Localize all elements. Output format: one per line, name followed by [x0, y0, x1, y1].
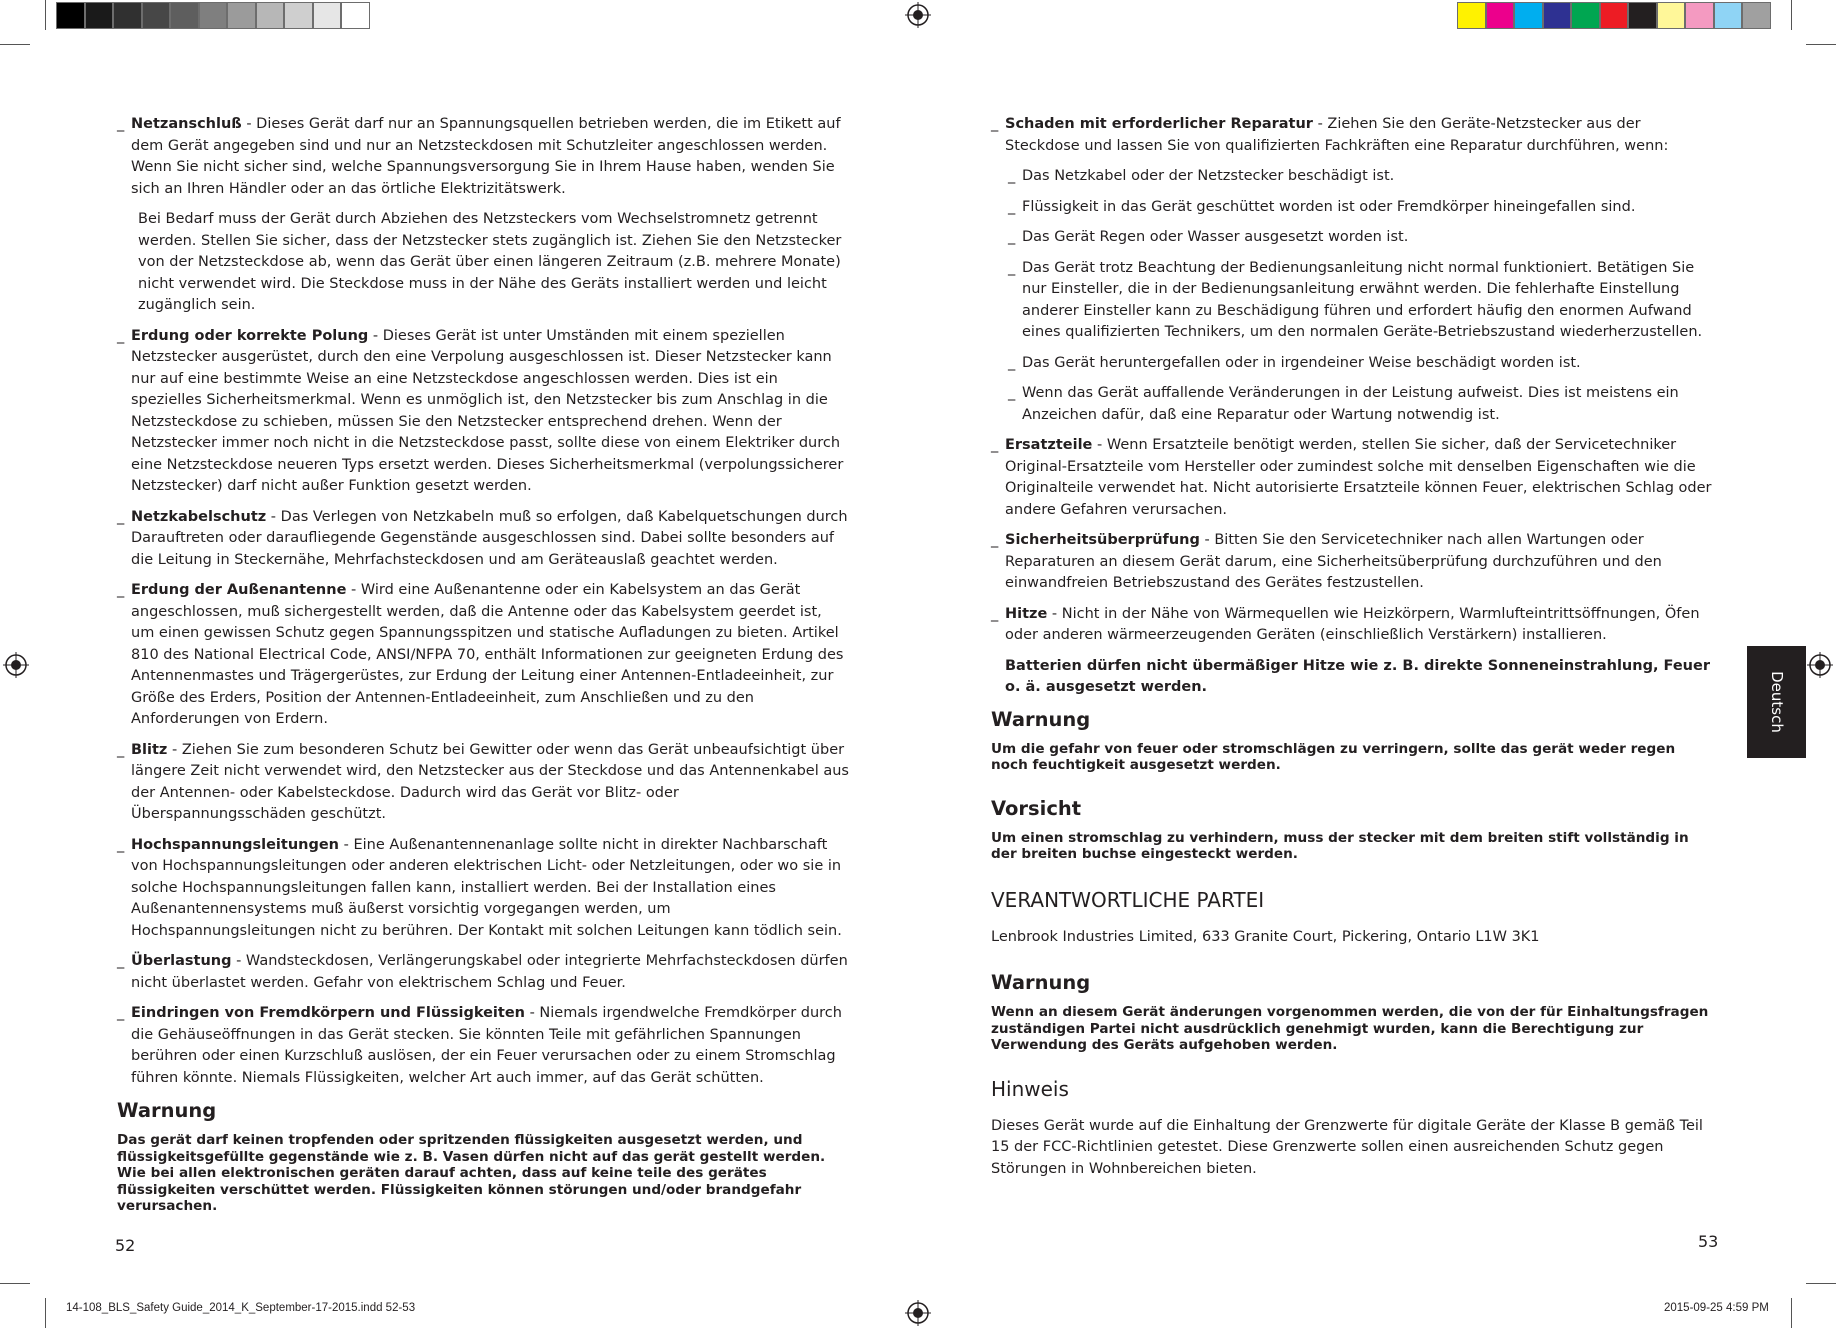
repair-subitem-text: Das Gerät trotz Beachtung der Bedienungsanleitung nicht normal funktioniert. Betätigen Sie nur Einsteller, die in der Bedienungsanleitung erwähnt werden. Die fehlerhafte Einstellung anderer Einsteller kann zu Beschädigung führen und erfordert häufig den enormen Aufwand eines qualifizierten Technikers, um den normalen Geräte-Betriebszustand wiederherzustellen.	[1022, 259, 1703, 340]
bullet-item-lead: Sicherheitsüberprüfung	[1005, 532, 1200, 548]
bullet-item: _ Erdung oder korrekte Polung - Dieses Gerät ist unter Umständen mit einem speziellen Netzstecker ausgerüstet, durch den eine Verpolung ausgeschlossen ist. Dieser Netzstecker kann nur auf eine bestimmte Weise an eine Netzsteckdose angeschlossen werden. Dies ist ein spezielles Sicherheitsmerkmal. Wenn es unmöglich ist, den Netzstecker bis zum Anschlag in die Netzsteckdose zu schieben, müssen Sie den Netzstecker entsprechend drehen. Wenn der Netzstecker immer noch nicht in die Netzsteckdose passt, sollte diese von einem Elektriker durch eine Netzsteckdose neueren Typs ersetzt werden. Dieses Sicherheitsmerkmal (verpolungssicherer Netzstecker) darf nicht außer Funktion gesetzt werden.	[117, 327, 844, 494]
bullet-item: _ Netzanschluß - Dieses Gerät darf nur an Spannungsquellen betrieben werden, die im Etikett auf dem Gerät angegeben sind und nur an Netzsteckdosen mit Schutzleiter angeschlossen werden. Wenn Sie nicht sicher sind, welche Spannungsversorgung Sie in Ihrem Hause haben, wenden Sie sich an Ihren Händler oder an das örtliche Elektrizitätswerk.	[117, 116, 841, 197]
warning-text: Um die gefahr von feuer oder stromschlägen zu verringern, sollte das gerät weder regen noch feuchtigkeit ausgesetzt werden.	[991, 740, 1676, 773]
bullet-item-lead: Hochspannungsleitungen	[131, 836, 339, 853]
warning-text: Wenn an diesem Gerät änderungen vorgenommen werden, die von der für Einhaltungsfragen zuständigen Partei nicht ausdrücklich genehmigt wurden, kann die Berechtigung zur Verwendung des Geräts aufgehoben werden.	[991, 1004, 1709, 1053]
repair-subitem-text: Wenn das Gerät auffallende Veränderungen in der Leistung aufweist. Dies ist meistens ein Anzeichen dafür, daß eine Reparatur oder Wartung notwendig ist.	[1022, 385, 1679, 423]
slug-filename: 14-108_BLS_Safety Guide_2014_K_September-17-2015.indd 52-53	[66, 1302, 416, 1314]
repair-lead: Schaden mit erforderlicher Reparatur	[1005, 116, 1313, 132]
bullet-item-lead: Erdung der Außenantenne	[131, 582, 347, 598]
crop-mark	[1791, 0, 1792, 30]
color-swatch	[1657, 2, 1686, 29]
right-item-list	[991, 435, 1716, 647]
bullet-item: _ Blitz - Ziehen Sie zum besonderen Schutz bei Gewitter oder wenn das Gerät unbeaufsichtigt über längere Zeit nicht verwendet wird, den Netzstecker aus der Steckdose und das Antennenkabel aus der Antennen- oder Kabelsteckdose. Dadurch wird das Gerät vor Blitz- oder Überspannungsschäden geschützt.	[117, 741, 849, 822]
bullet-item-lead: Netzkabelschutz	[131, 508, 267, 525]
bullet-item-text: - Dieses Gerät ist unter Umständen mit einem speziellen Netzstecker ausgerüstet, durch den eine Verpolung ausgeschlossen ist. Dieser Netzstecker kann nur auf eine bestimmte Weise an eine Netzsteckdose angeschlossen werden. Dies ist ein spezielles Sicherheitsmerkmal. Wenn es unmöglich ist, den Netzstecker bis zum Anschlag in die Netzsteckdose zu schieben, müssen Sie den Netzstecker entsprechend drehen. Wenn der Netzstecker immer noch nicht in die Netzsteckdose passt, sollte diese von einem Elektriker durch eine Netzsteckdose neueren Typs ersetzt werden. Dieses Sicherheitsmerkmal (verpolungssicherer Netzstecker) darf nicht außer Funktion gesetzt werden.	[131, 327, 844, 494]
bullet-item-lead: Netzanschluß	[131, 116, 242, 132]
bullet-item: _ Netzkabelschutz - Das Verlegen von Netzkabeln muß so erfolgen, daß Kabelquetschungen durch Darauftreten oder daraufliegende Gegenstände ausgeschlossen sind. Dabei sollte besonders auf die Leitung in Steckernähe, Mehrfachsteckdosen und am Geräteauslaß geachtet werden.	[117, 508, 848, 568]
bullet-item: _ Sicherheitsüberprüfung - Bitten Sie den Servicetechniker nach allen Wartungen oder Reparaturen an diesem Gerät darum, eine Sicherheitsüberprüfung durchzuführen und den einwandfreien Betriebszustand des Gerätes festzustellen.	[991, 532, 1662, 591]
color-swatch	[1486, 2, 1515, 29]
color-swatch	[1714, 2, 1743, 29]
bullet-item-text: - Das Verlegen von Netzkabeln muß so erfolgen, daß Kabelquetschungen durch Darauftreten oder daraufliegende Gegenstände ausgeschlossen sind. Dabei sollte besonders auf die Leitung in Steckernähe, Mehrfachsteckdosen und am Geräteauslaß geachtet werden.	[131, 508, 848, 568]
color-swatch	[1742, 2, 1771, 29]
responsible-party-address: Lenbrook Industries Limited, 633 Granite Court, Pickering, Ontario L1W 3K1	[991, 928, 1540, 945]
repair-subitem: _ Das Netzkabel oder der Netzstecker beschädigt ist.	[1008, 168, 1395, 184]
caution-heading: Vorsicht	[991, 796, 1082, 820]
grayscale-color-bar	[56, 2, 370, 29]
slug-date: 2015-09-25 4:59 PM	[1664, 1302, 1769, 1314]
process-color-bar	[1457, 2, 1771, 29]
bullet-item-lead: Eindringen von Fremdkörpern und Flüssigkeiten	[131, 1005, 525, 1021]
repair-subitem-text: Flüssigkeit in das Gerät geschüttet worden ist oder Fremdkörper hineingefallen sind.	[1022, 198, 1636, 215]
warning-heading: Warnung	[117, 1099, 217, 1122]
bullet-item: _ Hitze - Nicht in der Nähe von Wärmequellen wie Heizkörpern, Warmlufteintrittsöffnungen, Öfen oder anderen wärmeerzeugenden Geräten (einschließlich Verstärkern) installieren.	[991, 605, 1700, 643]
repair-subitem-list	[991, 166, 1716, 426]
battery-note: Batterien dürfen nicht übermäßiger Hitze wie z. B. direkte Sonneneinstrahlung, Feuer o. ä. ausgesetzt werden.	[1005, 657, 1710, 695]
page-number-right: 53	[1698, 1232, 1719, 1251]
color-swatch	[1514, 2, 1543, 29]
color-swatch	[1685, 2, 1714, 29]
left-item-list-1	[117, 114, 849, 200]
color-swatch	[1628, 2, 1657, 29]
color-swatch	[85, 2, 114, 29]
color-swatch	[341, 2, 370, 29]
bullet-item-lead: Überlastung	[131, 953, 232, 969]
color-swatch	[1457, 2, 1486, 29]
left-item-list-2	[117, 326, 849, 1090]
repair-subitem-text: Das Gerät heruntergefallen oder in irgendeiner Weise beschädigt worden ist.	[1022, 354, 1581, 371]
warning-heading: Warnung	[991, 707, 1091, 731]
color-swatch	[1600, 2, 1629, 29]
bullet-item-lead: Erdung oder korrekte Polung	[131, 327, 369, 344]
page-number-left: 52	[115, 1236, 136, 1255]
bullet-item-text: - Ziehen Sie zum besonderen Schutz bei Gewitter oder wenn das Gerät unbeaufsichtigt über längere Zeit nicht verwendet wird, den Netzstecker aus der Steckdose und das Antennenkabel aus der Antennen- oder Kabelsteckdose. Dadurch wird das Gerät vor Blitz- oder Überspannungsschäden geschützt.	[131, 741, 849, 822]
bullet-item-text: - Bitten Sie den Servicetechniker nach allen Wartungen oder Reparaturen an diesem Gerät darum, eine Sicherheitsüberprüfung durchzuführen und den einwandfreien Betriebszustand des Gerätes festzustellen.	[1005, 532, 1662, 591]
warning-heading: Warnung	[991, 971, 1091, 994]
crop-mark	[45, 1298, 46, 1328]
caution-text: Um einen stromschlag zu verhindern, muss der stecker mit dem breiten stift vollständig in der breiten buchse eingesteckt werden.	[991, 829, 1689, 862]
language-tab-label: Deutsch	[1767, 671, 1786, 733]
color-swatch	[199, 2, 228, 29]
registration-mark-icon	[3, 652, 29, 678]
registration-mark-icon	[905, 1300, 931, 1326]
repair-item: _ Schaden mit erforderlicher Reparatur - Ziehen Sie den Geräte-Netzstecker aus der Steckdose und lassen Sie von qualifizierten Fachkräften eine Reparatur durchführen, wenn:	[991, 116, 1669, 154]
bullet-item: _ Eindringen von Fremdkörpern und Flüssigkeiten - Niemals irgendwelche Fremdkörper durch die Gehäuseöffnungen in das Gerät stecken. Sie könnten Teile mit gefährlichen Spannungen berühren oder einen Kurzschluß auslösen, der ein Feuer verursachen oder zu einem Stromschlag führen könnte. Niemals Flüssigkeiten, welcher Art auch immer, auf das Gerät schütten.	[117, 1005, 842, 1086]
color-swatch	[1571, 2, 1600, 29]
repair-subitem: _ Das Gerät Regen oder Wasser ausgesetzt worden ist.	[1008, 229, 1409, 245]
bullet-item: _ Hochspannungsleitungen - Eine Außenantennenanlage sollte nicht in direkter Nachbarschaft von Hochspannungsleitungen oder anderen elektrischen Licht- oder Netzleitungen, oder wo sie in solche Hochspannungsleitungen fallen kann, installiert werden. Bei der Installation eines Außenantennensystems muß äußerst vorsichtig vorgegangen werden, um Hochspannungsleitungen nicht zu berühren. Der Kontakt mit solchen Leitungen kann tödlich sein.	[117, 836, 842, 939]
repair-subitem: _ Das Gerät trotz Beachtung der Bedienungsanleitung nicht normal funktioniert. Betätigen Sie nur Einsteller, die in der Bedienungsanleitung erwähnt werden. Die fehlerhafte Einstellung anderer Einsteller kann zu Beschädigung führen und erfordert häufig den enormen Aufwand eines qualifizierten Technikers, um den normalen Geräte-Betriebszustand wiederherzustellen.	[1008, 259, 1703, 340]
bullet-item-text: - Wird eine Außenantenne oder ein Kabelsystem an das Gerät angeschlossen, muß sichergestellt werden, daß die Antenne oder das Kabelsystem geerdet ist, um einen gewissen Schutz gegen Spannungsspitzen und statische Aufladungen zu bieten. Artikel 810 des National Electrical Code, ANSI/NFPA 70, enthält Informationen zur geeigneten Erdung des Antennenmastes und Trägergerüstes, zur Erdung der Leitung einer Antennen-Entladeeinheit, zur Größe des Erders, Position der Antennen-Entladeeinheit, zum Anschließen und zu den Anforderungen von Erdern.	[131, 582, 844, 727]
warning-text: Das gerät darf keinen tropfenden oder spritzenden flüssigkeiten ausgesetzt werden, und flüssigkeitsgefüllte gegenstände wie z. B. Vasen dürfen nicht auf das gerät gestellt werden. Wie bei allen elektronischen geräten darauf achten, dass auf keine teile des gerätes flüssigkeiten verschüttet werden. Flüssigkeiten können störungen und/oder brandgefahr verursachen.	[117, 1132, 826, 1214]
responsible-party-heading: VERANTWORTLICHE PARTEI	[991, 887, 1265, 912]
registration-mark-icon	[1807, 652, 1833, 678]
color-swatch	[1543, 2, 1572, 29]
language-tab	[1747, 646, 1806, 758]
bullet-item: _ Erdung der Außenantenne - Wird eine Außenantenne oder ein Kabelsystem an das Gerät angeschlossen, muß sichergestellt werden, daß die Antenne oder das Kabelsystem geerdet ist, um einen gewissen Schutz gegen Spannungsspitzen und statische Aufladungen zu bieten. Artikel 810 des National Electrical Code, ANSI/NFPA 70, enthält Informationen zur geeigneten Erdung des Antennenmastes und Trägergerüstes, zur Erdung der Leitung einer Antennen-Entladeeinheit, zur Größe des Erders, Position der Antennen-Entladeeinheit, zum Anschließen und zu den Anforderungen von Erdern.	[117, 582, 844, 727]
color-swatch	[113, 2, 142, 29]
right-page-column	[991, 114, 1716, 1202]
crop-mark	[1791, 1298, 1792, 1328]
color-swatch	[256, 2, 285, 29]
color-swatch	[313, 2, 342, 29]
left-page-column	[117, 114, 849, 1237]
bullet-item-text: - Nicht in der Nähe von Wärmequellen wie Heizkörpern, Warmlufteintrittsöffnungen, Öfen oder anderen wärmeerzeugenden Geräten (einschließlich Verstärkern) installieren.	[1005, 605, 1700, 643]
color-swatch	[170, 2, 199, 29]
crop-mark	[1806, 1283, 1836, 1284]
bullet-item-lead: Ersatzteile	[1005, 437, 1093, 453]
bullet-item-text: - Eine Außenantennenanlage sollte nicht in direkter Nachbarschaft von Hochspannungsleitungen oder anderen elektrischen Licht- oder Netzleitungen, oder wo sie in solche Hochspannungsleitungen fallen kann, installiert werden. Bei der Installation eines Außenantennensystems muß äußerst vorsichtig vorgegangen werden, um Hochspannungsleitungen nicht zu berühren. Der Kontakt mit solchen Leitungen kann tödlich sein.	[131, 836, 842, 939]
bullet-item: _ Ersatzteile - Wenn Ersatzteile benötigt werden, stellen Sie sicher, daß der Servicetechniker Original-Ersatzteile vom Hersteller oder zumindest solche mit denselben Eigenschaften wie die Originalteile verwendet hat. Nicht autorisierte Ersatzteile können Feuer, elektrischen Schlag oder andere Gefahren verursachen.	[991, 437, 1712, 518]
color-swatch	[284, 2, 313, 29]
color-swatch	[227, 2, 256, 29]
repair-subitem-text: Das Netzkabel oder der Netzstecker beschädigt ist.	[1022, 168, 1395, 184]
hint-heading: Hinweis	[991, 1076, 1069, 1101]
repair-subitem-text: Das Gerät Regen oder Wasser ausgesetzt worden ist.	[1022, 229, 1409, 245]
registration-mark-icon	[905, 2, 931, 28]
hint-text: Dieses Gerät wurde auf die Einhaltung der Grenzwerte für digitale Geräte der Klasse B gemäß Teil 15 der FCC-Richtlinien getestet. Diese Grenzwerte sollen einen ausreichenden Schutz gegen Störungen in Wohnbereichen bieten.	[991, 1117, 1703, 1177]
disconnect-note: Bei Bedarf muss der Gerät durch Abziehen des Netzsteckers vom Wechselstromnetz getrennt werden. Stellen Sie sicher, dass der Netzstecker stets zugänglich ist. Ziehen Sie den Netzstecker von der Netzsteckdose ab, wenn das Gerät über einen längeren Zeitraum (z.B. mehrere Monate) nicht verwendet wird. Die Steckdose muss in der Nähe des Geräts installiert werden und leicht zugänglich sein.	[138, 211, 842, 313]
bullet-item-text: - Wandsteckdosen, Verlängerungskabel oder integrierte Mehrfachsteckdosen dürfen nicht überlastet werden. Gefahr von elektrischem Schlag und Feuer.	[131, 953, 848, 991]
bullet-item-lead: Hitze	[1005, 605, 1048, 622]
bullet-item-text: - Wenn Ersatzteile benötigt werden, stellen Sie sicher, daß der Servicetechniker Original-Ersatzteile vom Hersteller oder zumindest solche mit denselben Eigenschaften wie die Originalteile verwendet hat. Nicht autorisierte Ersatzteile können Feuer, elektrischen Schlag oder andere Gefahren verursachen.	[1005, 437, 1712, 518]
crop-mark	[0, 44, 30, 45]
crop-mark	[1806, 44, 1836, 45]
bullet-item: _ Überlastung - Wandsteckdosen, Verlängerungskabel oder integrierte Mehrfachsteckdosen dürfen nicht überlastet werden. Gefahr von elektrischem Schlag und Feuer.	[117, 953, 848, 991]
repair-subitem: _ Das Gerät heruntergefallen oder in irgendeiner Weise beschädigt worden ist.	[1008, 354, 1581, 371]
color-swatch	[142, 2, 171, 29]
repair-subitem: _ Flüssigkeit in das Gerät geschüttet worden ist oder Fremdkörper hineingefallen sind.	[1008, 198, 1636, 215]
repair-text: - Ziehen Sie den Geräte-Netzstecker aus der Steckdose und lassen Sie von qualifizierten Fachkräften eine Reparatur durchführen, wenn:	[1005, 116, 1669, 154]
repair-subitem: _ Wenn das Gerät auffallende Veränderungen in der Leistung aufweist. Dies ist meistens ein Anzeichen dafür, daß eine Reparatur oder Wartung notwendig ist.	[1008, 385, 1679, 423]
crop-mark	[45, 0, 46, 30]
bullet-item-text: - Dieses Gerät darf nur an Spannungsquellen betrieben werden, die im Etikett auf dem Gerät angegeben sind und nur an Netzsteckdosen mit Schutzleiter angeschlossen werden. Wenn Sie nicht sicher sind, welche Spannungsversorgung Sie in Ihrem Hause haben, wenden Sie sich an Ihren Händler oder an das örtliche Elektrizitätswerk.	[131, 116, 841, 197]
color-swatch	[56, 2, 85, 29]
bullet-item-lead: Blitz	[131, 741, 168, 758]
bullet-item-text: - Niemals irgendwelche Fremdkörper durch die Gehäuseöffnungen in das Gerät stecken. Sie könnten Teile mit gefährlichen Spannungen berühren oder einen Kurzschluß auslösen, der ein Feuer verursachen oder zu einem Stromschlag führen könnte. Niemals Flüssigkeiten, welcher Art auch immer, auf das Gerät schütten.	[131, 1005, 842, 1086]
crop-mark	[0, 1283, 30, 1284]
